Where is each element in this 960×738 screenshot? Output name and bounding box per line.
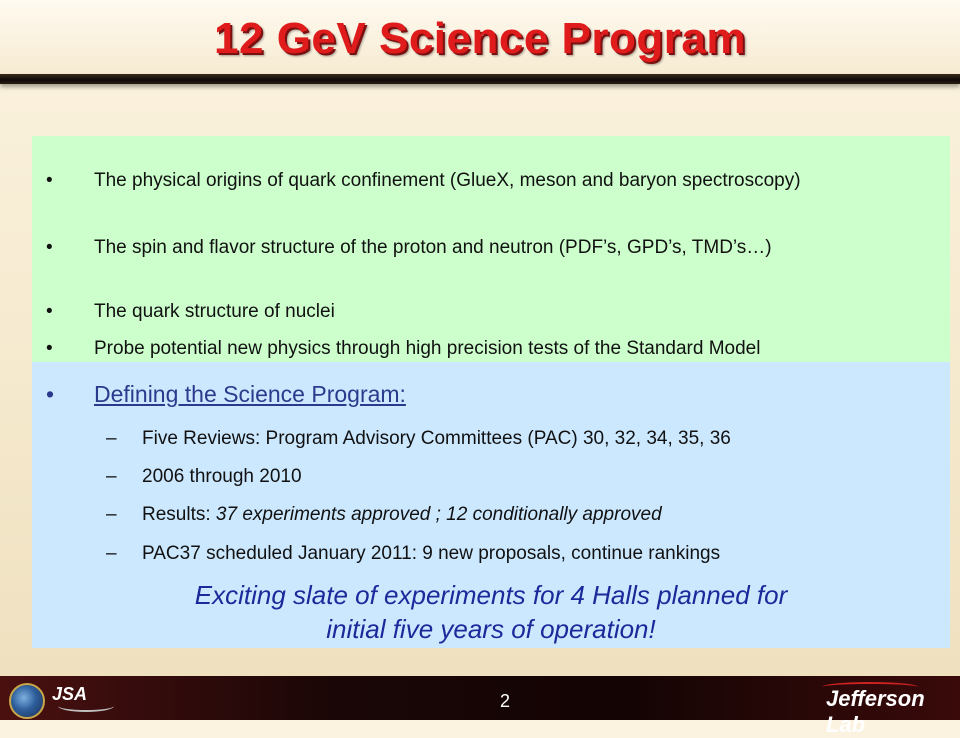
doe-seal-icon <box>9 683 45 719</box>
title-band <box>0 0 960 78</box>
page-number: 2 <box>499 691 510 711</box>
sub-item-text: PAC37 scheduled January 2011: 9 new proposals, continue rankings <box>142 543 721 564</box>
jefferson-lab-logo: Jefferson Lab <box>826 686 950 712</box>
sub-item-text <box>142 504 942 526</box>
dash-icon: – <box>106 466 117 487</box>
bullet-icon: • <box>46 338 53 359</box>
defining-heading: Defining the Science Program: <box>94 381 406 407</box>
results-label: Results: <box>142 504 216 525</box>
dash-icon: – <box>106 428 117 449</box>
results-value: 37 experiments approved ; 12 conditionally approved <box>215 504 662 525</box>
highlight-line-2: initial five years of operation! <box>326 614 656 644</box>
bullet-text: The physical origins of quark confinement (GlueX, meson and baryon spectroscopy) <box>94 170 801 191</box>
bullet-text: The quark structure of nuclei <box>94 301 335 322</box>
dash-icon: – <box>106 543 117 564</box>
bullet-icon: • <box>46 381 55 407</box>
jsa-swoosh-icon <box>58 700 114 712</box>
footer-bar <box>0 676 960 737</box>
slide-title: 12 GeV Science Program <box>214 14 746 63</box>
bullet-icon: • <box>46 301 53 322</box>
bullet-text: The spin and flavor structure of the proton and neutron (PDF’s, GPD’s, TMD’s…) <box>94 237 772 258</box>
bullet-icon: • <box>46 237 53 258</box>
bullet-icon: • <box>46 170 53 191</box>
jsa-logo: JSA <box>52 684 88 704</box>
physics-goals-box <box>32 136 950 362</box>
highlight-statement <box>32 578 950 646</box>
dash-icon: – <box>106 504 117 525</box>
science-program-box <box>32 362 950 648</box>
title-divider <box>0 74 960 84</box>
bullet-text: Probe potential new physics through high precision tests of the Standard Model <box>94 338 761 359</box>
sub-item-text: Five Reviews: Program Advisory Committees (PAC) 30, 32, 34, 35, 36 <box>142 428 731 449</box>
highlight-line-1: Exciting slate of experiments for 4 Halls planned for <box>194 580 788 610</box>
sub-item-text: 2006 through 2010 <box>142 466 302 487</box>
